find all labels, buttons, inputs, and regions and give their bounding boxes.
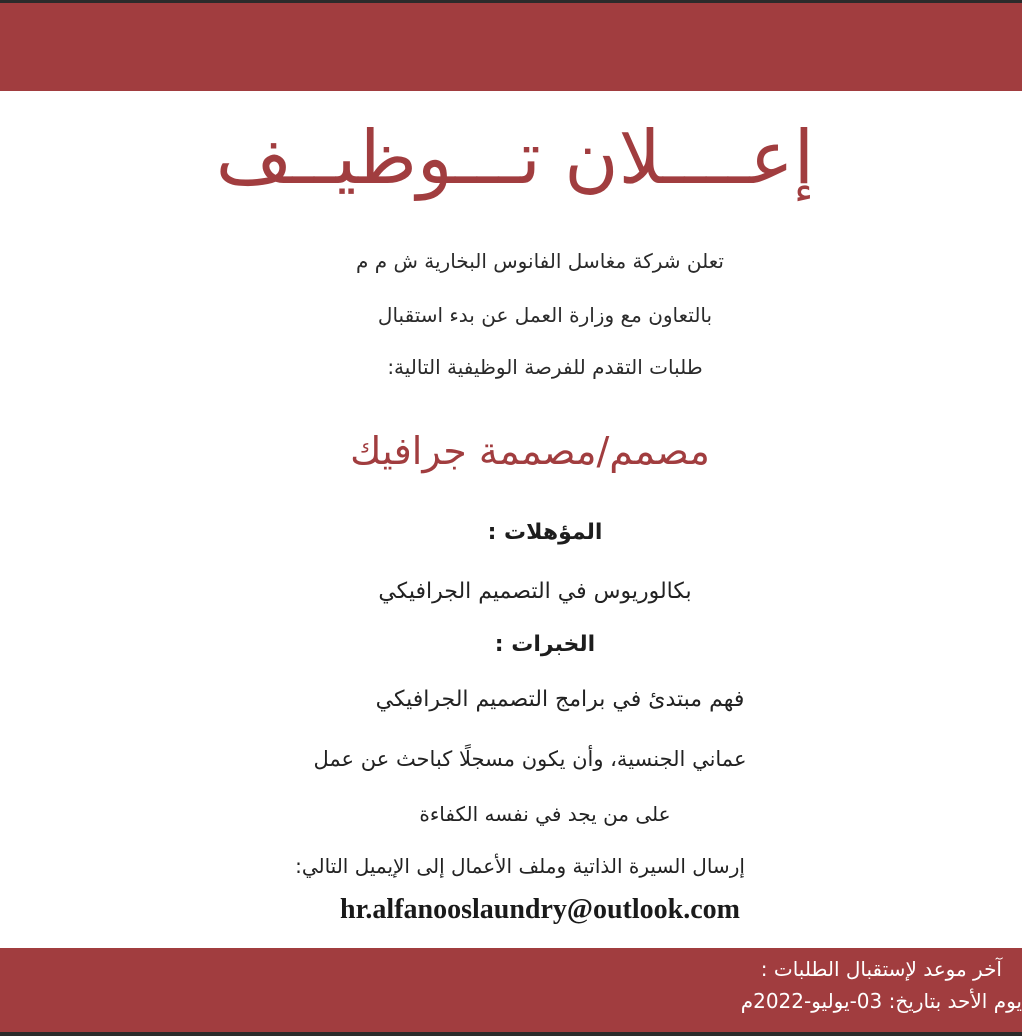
- contact-instruction: إرسال السيرة الذاتية وملف الأعمال إلى الإيميل التالي:: [295, 854, 745, 878]
- experience-line-1: فهم مبتدئ في برامج التصميم الجرافيكي: [375, 687, 745, 712]
- job-title: مصمم/مصممة جرافيك: [350, 429, 710, 473]
- experience-line-2: عماني الجنسية، وأن يكون مسجلًا كباحث عن عمل: [313, 747, 747, 771]
- deadline-label: آخر موعد لإستقبال الطلبات :: [760, 957, 1002, 981]
- contact-email: hr.alfanooslaundry@outlook.com: [340, 894, 740, 925]
- qualifications-heading: المؤهلات :: [487, 520, 603, 545]
- intro-line-3: طلبات التقدم للفرصة الوظيفية التالية:: [387, 355, 703, 379]
- experience-heading: الخبرات :: [494, 632, 596, 657]
- qualifications-text: بكالوريوس في التصميم الجرافيكي: [378, 579, 692, 604]
- bottom-edge-line: [0, 1032, 1022, 1036]
- page-title: إعــــلان تـــوظيــف: [215, 115, 815, 201]
- intro-line-1: تعلن شركة مغاسل الفانوس البخارية ش م م: [356, 249, 724, 273]
- deadline-date: يوم الأحد بتاريخ: 03-يوليو-2022م: [740, 989, 1022, 1013]
- intro-line-2: بالتعاون مع وزارة العمل عن بدء استقبال: [377, 303, 713, 327]
- header-band: [0, 3, 1022, 91]
- experience-line-3: على من يجد في نفسه الكفاءة: [419, 802, 671, 826]
